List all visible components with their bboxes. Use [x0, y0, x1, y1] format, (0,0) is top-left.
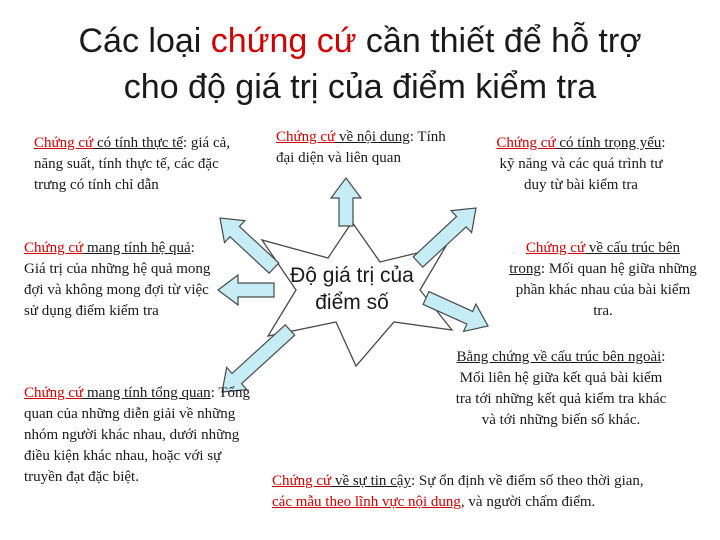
evidence-consequential: Chứng cứ mang tính hệ quả: Giá trị của những hệ quả mong đợi và không mong đợi từ việc sử dụng điểm kiểm tra — [24, 240, 211, 319]
evidence-practical: Chứng cứ có tính thực tế: giá cả, năng suất, tính thực tế, các đặc trưng có tính chỉ dẫn — [34, 135, 231, 193]
center-label: Độ giá trị của điểm số — [290, 264, 414, 314]
evidence-reliability: Chứng cứ về sự tin cậy: Sự ổn định về điểm số theo thời gian, các mẫu theo lĩnh vực nội dung, và người chấm điểm. — [272, 473, 644, 510]
arrow-bottom-left — [222, 325, 295, 392]
title-line-1: Các loại chứng cứ cần thiết để hỗ trợ — [78, 22, 642, 60]
arrow-top-right — [413, 208, 476, 267]
evidence-external-structure: Bằng chứng về cấu trúc bên ngoài: Mối liên hệ giữa kết quả bài kiểm tra tới những kết quả kiểm tra khác và tới những biến số khác. — [455, 349, 667, 428]
evidence-generalizability: Chứng cứ mang tính tổng quan: Tổng quan của những diễn giải về những nhóm người khác nhau, dưới những điều kiện khác nhau, hoặc với sự truyền đạt đặc biệt. — [24, 385, 250, 485]
evidence-content: Chứng cứ về nội dung: Tính đại diện và liên quan — [276, 129, 446, 166]
evidence-substantive: Chứng cứ có tính trọng yếu: kỹ năng và các quá trình tư duy từ bài kiểm tra — [496, 135, 666, 193]
arrow-top-center — [331, 178, 361, 226]
evidence-internal-structure: Chứng cứ về cấu trúc bên trong: Mối quan hệ giữa những phần khác nhau của bài kiểm tra. — [509, 240, 697, 319]
page-title — [0, 18, 720, 110]
title-highlight: chứng cứ — [210, 22, 357, 60]
title-line-2: cho độ giá trị của điểm kiểm tra — [123, 68, 597, 106]
